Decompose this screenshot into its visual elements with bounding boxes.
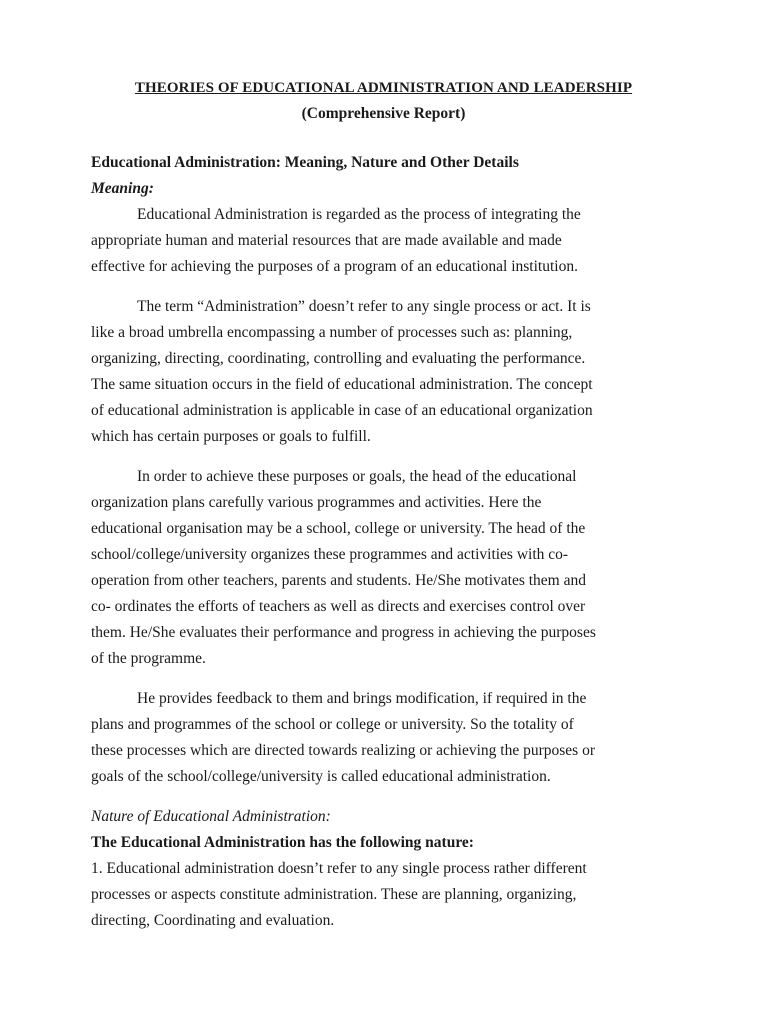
paragraph-line: 1. Educational administration doesn’t refer to any single process rather different	[91, 860, 587, 877]
paragraph-line: organizing, directing, coordinating, controlling and evaluating the performance.	[91, 350, 586, 367]
nature-point-1	[91, 856, 676, 934]
paragraph-line: of the programme.	[91, 650, 206, 667]
paragraph-line: directing, Coordinating and evaluation.	[91, 912, 335, 929]
paragraph-line: these processes which are directed towards realizing or achieving the purposes or	[91, 742, 595, 759]
paragraph-administration-term	[91, 294, 676, 450]
nature-intro: The Educational Administration has the following nature:	[91, 834, 474, 851]
paragraph-line: of educational administration is applicable in case of an educational organization	[91, 402, 593, 419]
section-heading: Educational Administration: Meaning, Nature and Other Details	[91, 154, 519, 171]
paragraph-line: The term “Administration” doesn’t refer to any single process or act. It is	[137, 298, 591, 315]
paragraph-feedback	[91, 686, 676, 790]
paragraph-line: like a broad umbrella encompassing a number of processes such as: planning,	[91, 324, 573, 341]
meaning-label: Meaning:	[91, 180, 154, 197]
paragraph-line: educational organisation may be a school, college or university. The head of the	[91, 520, 586, 537]
paragraph-meaning	[91, 202, 676, 280]
nature-heading: Nature of Educational Administration:	[91, 808, 331, 825]
paragraph-line: He provides feedback to them and brings modification, if required in the	[137, 690, 587, 707]
paragraph-line: them. He/She evaluates their performance and progress in achieving the purposes	[91, 624, 596, 641]
paragraph-line: appropriate human and material resources that are made available and made	[91, 232, 562, 249]
paragraph-line: effective for achieving the purposes of a program of an educational institution.	[91, 258, 578, 275]
paragraph-line: plans and programmes of the school or college or university. So the totality of	[91, 716, 574, 733]
paragraph-head-role	[91, 464, 676, 672]
document-title: THEORIES OF EDUCATIONAL ADMINISTRATION AND LEADERSHIP	[134, 80, 633, 96]
document-subtitle: (Comprehensive Report)	[301, 105, 466, 122]
paragraph-line: operation from other teachers, parents and students. He/She motivates them and	[91, 572, 586, 589]
paragraph-line: which has certain purposes or goals to fulfill.	[91, 428, 371, 445]
paragraph-line: In order to achieve these purposes or goals, the head of the educational	[137, 468, 577, 485]
paragraph-line: processes or aspects constitute administration. These are planning, organizing,	[91, 886, 577, 903]
paragraph-line: goals of the school/college/university is called educational administration.	[91, 768, 551, 785]
paragraph-line: The same situation occurs in the field of educational administration. The concept	[91, 376, 593, 393]
paragraph-line: co- ordinates the efforts of teachers as well as directs and exercises control over	[91, 598, 586, 615]
paragraph-line: school/college/university organizes these programmes and activities with co-	[91, 546, 569, 563]
paragraph-line: organization plans carefully various programmes and activities. Here the	[91, 494, 542, 511]
paragraph-line: Educational Administration is regarded as the process of integrating the	[137, 206, 581, 223]
